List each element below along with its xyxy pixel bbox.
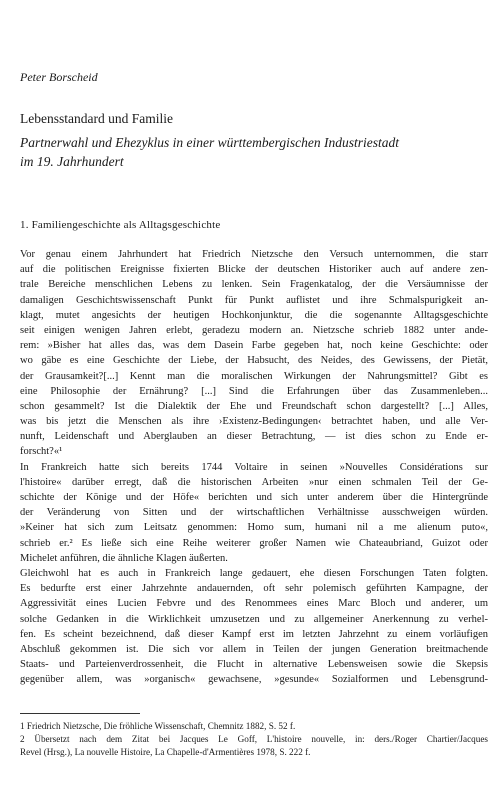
body-line: klagt, mutet angesichts der heutigen Hochkonjunktur, die die sogenannte Alltagsgeschichte: [20, 309, 488, 321]
body-line: forscht?«¹: [20, 446, 63, 458]
body-text: [20, 247, 488, 687]
section-heading: [20, 219, 488, 231]
body-line: der Veränderung von Sitten und der wirtschaftlichen Verhältnisse ausschweigen würden.: [20, 507, 488, 519]
body-line: wo gäbe es eine Geschichte der Liebe, der Habsucht, des Neides, des Gewissens, der Pietät,: [20, 355, 488, 367]
document-page: [20, 70, 488, 759]
body-line: der Grausamkeit?[...] Kennt man die moralischen Wirkungen der Nahrungsmittel? Gibt es: [20, 370, 488, 382]
footnote-2: 2 Übersetzt nach dem Zitat bei Jacques Le Goff, L'histoire nouvelle, in: ders./Roger Chartier/Jacques: [20, 734, 488, 745]
body-line: Abschluß gekommen ist. Die sich vor allem in Teilen der jungen Generation breitmachende: [20, 643, 488, 655]
footnotes: [20, 720, 488, 759]
body-line: damaligen Geschichtswissenschaft Punkt für Punkt auflistet und ihre Schmalspurigkeit an-: [20, 294, 488, 306]
body-line: schrieb er.² Es ließe sich eine Reihe weiterer großer Namen wie Chateaubriand, Guizot oder: [20, 537, 488, 549]
body-line: was bis jetzt die Menschen als ihre ›Existenz-Bedingungen‹ betrachtet haben, und alle Ver-: [20, 416, 488, 428]
body-line: auf die politischen Ereignisse fixierten Blicke der deutschen Historiker auch auf andere zen-: [20, 264, 488, 276]
body-line: solche Gedanken in die Wirklichkeit umzusetzen und zu allgemeiner Anerkennung zu verhel-: [20, 613, 488, 625]
body-line: trale Bereiche menschlichen Lebens zu lenken. Sein Fragenkatalog, der die Versäumnisse der: [20, 279, 488, 291]
body-line: Gleichwohl hat es auch in Frankreich lange gedauert, ehe diesen Forschungen Taten folgten.: [20, 567, 488, 579]
body-line: Michelet anführen, die ähnliche Klagen äußerten.: [20, 552, 228, 564]
body-line: Aggressivität eines Lucien Febvre und des Renommees eines Marc Bloch und anderer, um: [20, 598, 488, 610]
body-line: fen. Es scheint bezeichnend, daß dieser Kampf erst im letzten Jahrzehnt zu einem vorläufigen: [20, 628, 488, 640]
footnote-2-continued: Revel (Hrsg.), La nouvelle Histoire, La Chapelle-d'Armentières 1978, S. 222 f.: [20, 747, 311, 758]
body-line: Es bedurfte erst einer Jahrzehnte andauernden, oft sehr polemisch geführten Kampagne, der: [20, 583, 488, 595]
body-line: Staats- und Parteienverdrossenheit, die Flucht in alternative Lebensweisen sowie die Skepsis: [20, 659, 488, 671]
body-line: eine Philosophie der Ernährung? [...] Sind die Erfahrungen über das Zusammenleben...: [20, 385, 488, 397]
section-heading-text: 1. Familiengeschichte als Alltagsgeschichte: [20, 219, 221, 231]
article-subtitle: [20, 133, 488, 171]
footnote-divider: [20, 713, 140, 714]
body-line: seit einigen wenigen Jahren erlebt, geradezu modern an. Nietzsche schrieb 1882 unter ande-: [20, 324, 488, 336]
body-line: rem: »Bisher hat alles das, was dem Dasein Farbe gegeben hat, noch keine Geschichte: oder: [20, 340, 488, 352]
body-line: gegenüber allem, was »organisch« gewachsene, »gesunde« Sozialformen und Lebensgrund-: [20, 674, 488, 686]
body-line: l'histoire« darüber erregt, daß die historischen Arbeiten »nur einen schmalen Teil der Ge-: [20, 476, 488, 488]
article-title: Lebensstandard und Familie: [20, 111, 173, 126]
author-name: Peter Borscheid: [20, 70, 98, 84]
body-line: In Frankreich hatte sich bereits 1744 Voltaire in seinen »Nouvelles Considérations sur: [20, 461, 488, 473]
body-line: »Keiner hat sich zum Leitsatz genommen: Homo sum, humani nil a me alienum puto«,: [20, 522, 488, 534]
body-line: schichte der Könige und der Höfe« berichten und sich unter anderem über die Hintergründe: [20, 492, 488, 503]
subtitle-line-2: im 19. Jahrhundert: [20, 154, 124, 169]
footnote-1: 1 Friedrich Nietzsche, Die fröhliche Wissenschaft, Chemnitz 1882, S. 52 f.: [20, 721, 296, 732]
body-line: schon gesammelt? Ist die Dialektik der Ehe und Freundschaft schon dargestellt? [...] Alles,: [20, 400, 488, 412]
body-line: Vor genau einem Jahrhundert hat Friedrich Nietzsche den Versuch unternommen, die starr: [20, 249, 488, 260]
body-line: nunft, Leidenschaft und Aberglauben an dieser Betrachtung, — ist dies schon zu Ende er-: [20, 431, 488, 443]
subtitle-line-1: Partnerwahl und Ehezyklus in einer württembergischen Industriestadt: [20, 135, 399, 150]
